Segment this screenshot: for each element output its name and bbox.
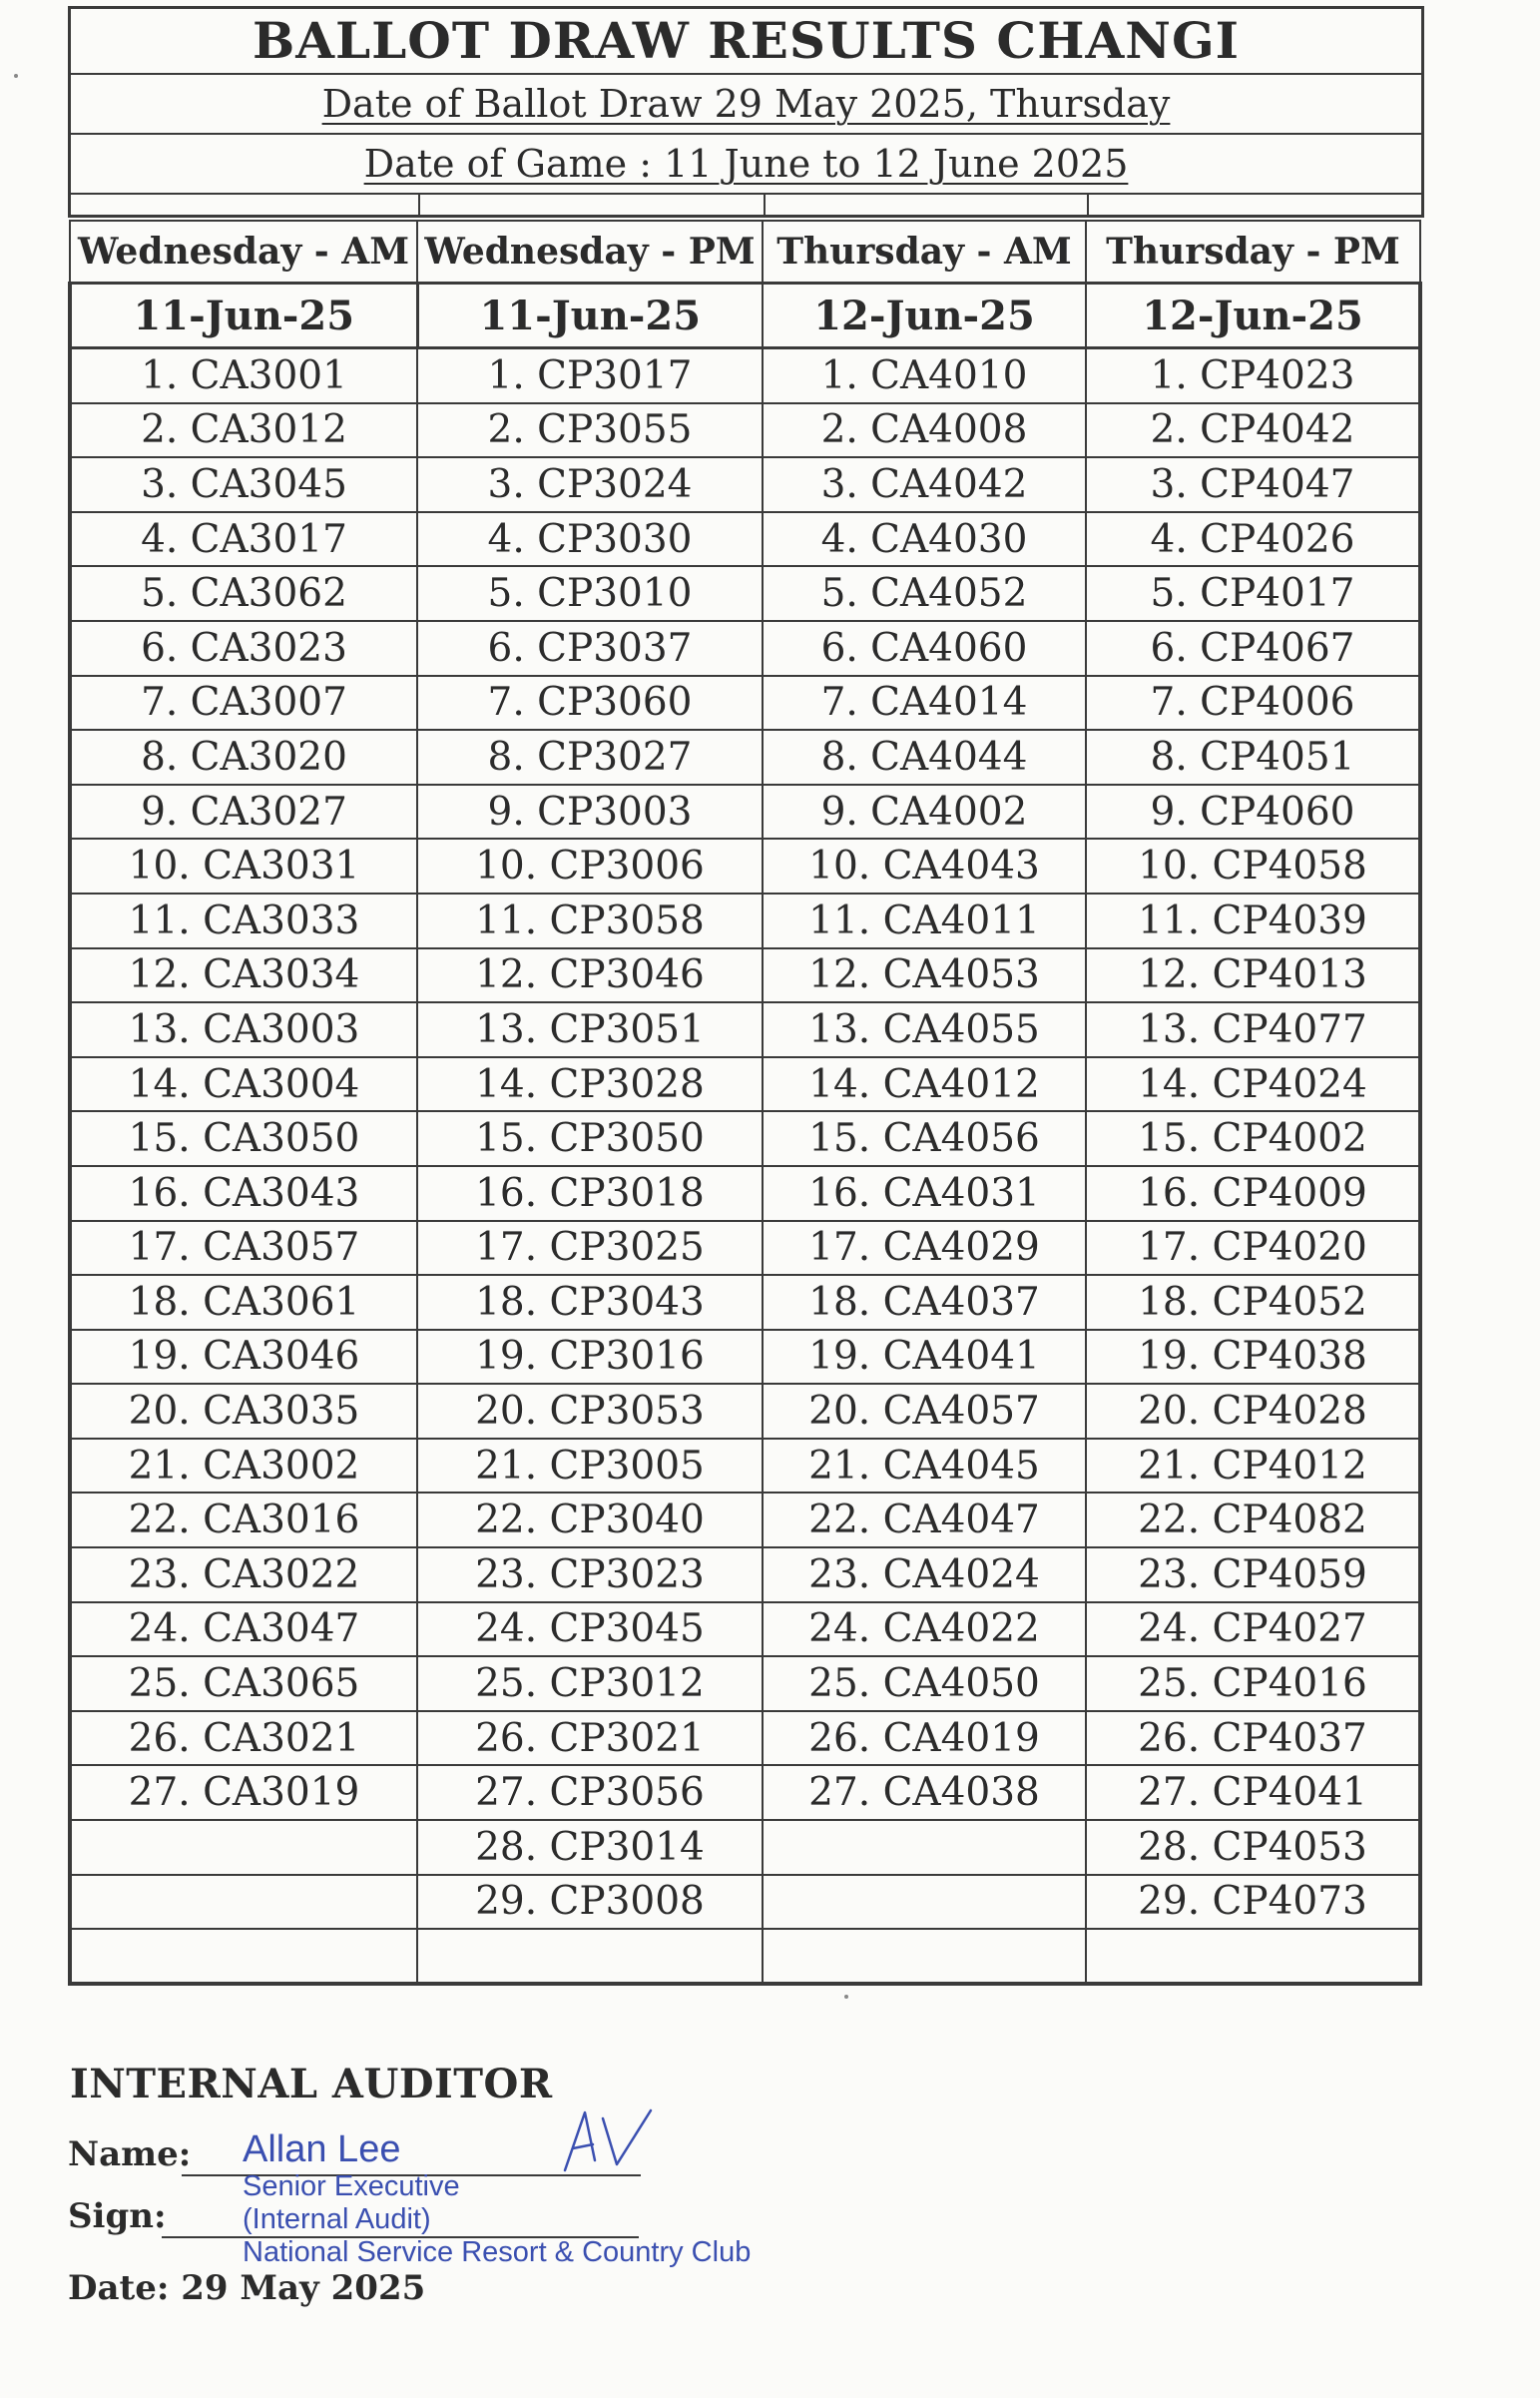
ballot-entry-cell: 5. CA4052	[763, 566, 1086, 621]
empty-cell	[763, 1929, 1086, 1984]
table-row	[70, 676, 1420, 731]
session-header: Thursday - PM	[1086, 221, 1420, 284]
empty-cell	[70, 1929, 417, 1984]
table-row	[70, 1439, 1420, 1494]
ballot-entry-cell: 22. CP4082	[1086, 1493, 1420, 1547]
ballot-entry-cell: 11. CA4011	[763, 894, 1086, 948]
ballot-entry-cell: 8. CA4044	[763, 730, 1086, 785]
table-row	[70, 1765, 1420, 1820]
ballot-entry-cell: 23. CP4059	[1086, 1547, 1420, 1602]
ballot-entry-cell: 14. CP3028	[417, 1057, 763, 1112]
table-row	[70, 1275, 1420, 1330]
ballot-entry-cell: 1. CP4023	[1086, 348, 1420, 403]
ballot-entry-cell: 12. CA4053	[763, 948, 1086, 1003]
ballot-entry-cell: 5. CP4017	[1086, 566, 1420, 621]
ballot-entry-cell: 16. CA4031	[763, 1166, 1086, 1221]
date-label: Date: 29 May 2025	[68, 2268, 426, 2308]
ballot-entry-cell: 4. CP3030	[417, 512, 763, 567]
ballot-entry-cell: 28. CP4053	[1086, 1820, 1420, 1875]
ballot-entry-cell: 22. CA4047	[763, 1493, 1086, 1547]
ballot-entry-cell: 24. CA4022	[763, 1602, 1086, 1657]
ballot-entry-cell: 4. CP4026	[1086, 512, 1420, 567]
ballot-entry-cell: 27. CA4038	[763, 1765, 1086, 1820]
ballot-entry-cell	[70, 1820, 417, 1875]
ballot-entry-cell: 15. CP3050	[417, 1111, 763, 1166]
ballot-entry-cell: 17. CP3025	[417, 1221, 763, 1276]
ballot-entry-cell: 13. CP4077	[1086, 1002, 1420, 1057]
ballot-entry-cell: 21. CA4045	[763, 1439, 1086, 1494]
date-header-row	[70, 284, 1420, 348]
ballot-entry-cell: 6. CA4060	[763, 621, 1086, 676]
ballot-entry-cell: 19. CP4038	[1086, 1330, 1420, 1385]
ballot-entry-cell: 3. CP3024	[417, 457, 763, 512]
ballot-entry-cell: 8. CA3020	[70, 730, 417, 785]
ballot-entry-cell: 24. CP4027	[1086, 1602, 1420, 1657]
ballot-entry-cell: 29. CP3008	[417, 1875, 763, 1930]
stamp-title: Senior Executive	[243, 2170, 460, 2202]
table-row-blank	[70, 1929, 1420, 1984]
ballot-entry-cell: 16. CA3043	[70, 1166, 417, 1221]
ballot-entry-cell: 18. CA3061	[70, 1275, 417, 1330]
page-title: BALLOT DRAW RESULTS CHANGI	[71, 9, 1421, 75]
ballot-entry-cell: 15. CP4002	[1086, 1111, 1420, 1166]
ballot-entry-cell: 15. CA3050	[70, 1111, 417, 1166]
ballot-entry-cell: 26. CP3021	[417, 1711, 763, 1766]
ballot-entry-cell: 5. CP3010	[417, 566, 763, 621]
table-row	[70, 1221, 1420, 1276]
game-date-text: Date of Game : 11 June to 12 June 2025	[363, 142, 1129, 186]
ballot-entry-cell	[763, 1875, 1086, 1930]
session-header: Wednesday - AM	[70, 221, 417, 284]
ballot-entry-cell: 10. CA3031	[70, 839, 417, 894]
ballot-entry-cell: 27. CA3019	[70, 1765, 417, 1820]
ballot-entry-cell: 16. CP4009	[1086, 1166, 1420, 1221]
ballot-entry-cell: 9. CP4060	[1086, 785, 1420, 840]
ballot-entry-cell: 29. CP4073	[1086, 1875, 1420, 1930]
column-tick	[418, 195, 420, 215]
stamp-organization: National Service Resort & Country Club	[243, 2236, 752, 2268]
ballot-entry-cell: 22. CA3016	[70, 1493, 417, 1547]
table-row	[70, 1820, 1420, 1875]
table-row	[70, 839, 1420, 894]
table-row	[70, 1330, 1420, 1385]
ballot-entry-cell: 19. CP3016	[417, 1330, 763, 1385]
ballot-entry-cell: 13. CA4055	[763, 1002, 1086, 1057]
ballot-entry-cell: 3. CA3045	[70, 457, 417, 512]
table-row	[70, 1656, 1420, 1711]
ballot-entry-cell: 5. CA3062	[70, 566, 417, 621]
ballot-entry-cell: 23. CA3022	[70, 1547, 417, 1602]
table-row	[70, 457, 1420, 512]
date-header: 12-Jun-25	[763, 284, 1086, 348]
ballot-entry-cell: 20. CA4057	[763, 1384, 1086, 1439]
table-row	[70, 566, 1420, 621]
ballot-entry-cell: 23. CA4024	[763, 1547, 1086, 1602]
ballot-entry-cell: 27. CP4041	[1086, 1765, 1420, 1820]
ballot-entry-cell: 13. CA3003	[70, 1002, 417, 1057]
column-tick	[764, 195, 766, 215]
table-row	[70, 730, 1420, 785]
table-row	[70, 1493, 1420, 1547]
table-row	[70, 785, 1420, 840]
ballot-entry-cell: 20. CP4028	[1086, 1384, 1420, 1439]
date-header: 12-Jun-25	[1086, 284, 1420, 348]
session-header: Thursday - AM	[763, 221, 1086, 284]
sign-label: Sign:	[68, 2196, 167, 2236]
date-header: 11-Jun-25	[70, 284, 417, 348]
ballot-entry-cell: 14. CA4012	[763, 1057, 1086, 1112]
empty-cell	[1086, 1929, 1420, 1984]
ballot-entry-cell: 1. CA3001	[70, 348, 417, 403]
ballot-entry-cell: 19. CA4041	[763, 1330, 1086, 1385]
ballot-entry-cell: 20. CA3035	[70, 1384, 417, 1439]
ballot-entry-cell: 3. CP4047	[1086, 457, 1420, 512]
ballot-entry-cell: 10. CP3006	[417, 839, 763, 894]
table-row	[70, 1057, 1420, 1112]
date-header: 11-Jun-25	[417, 284, 763, 348]
ballot-entry-cell: 11. CP3058	[417, 894, 763, 948]
auditor-stamp	[243, 2128, 751, 2269]
session-header-row	[70, 221, 1420, 284]
ballot-entry-cell: 2. CA3012	[70, 403, 417, 458]
ballot-entry-cell: 12. CP3046	[417, 948, 763, 1003]
table-row	[70, 1384, 1420, 1439]
table-row	[70, 1166, 1420, 1221]
scan-speck	[14, 74, 18, 78]
ballot-entry-cell: 18. CA4037	[763, 1275, 1086, 1330]
table-row	[70, 1002, 1420, 1057]
ballot-entry-cell: 11. CP4039	[1086, 894, 1420, 948]
scan-speck	[844, 1995, 848, 1999]
ballot-entry-cell: 26. CA4019	[763, 1711, 1086, 1766]
table-row	[70, 1111, 1420, 1166]
ballot-entry-cell: 8. CP3027	[417, 730, 763, 785]
ballot-entry-cell: 23. CP3023	[417, 1547, 763, 1602]
table-row	[70, 1711, 1420, 1766]
ballot-entry-cell: 8. CP4051	[1086, 730, 1420, 785]
table-row	[70, 348, 1420, 403]
ballot-entry-cell: 4. CA3017	[70, 512, 417, 567]
empty-cell	[417, 1929, 763, 1984]
ballot-entry-cell: 7. CA4014	[763, 676, 1086, 731]
table-row	[70, 1602, 1420, 1657]
ballot-entry-cell: 25. CA3065	[70, 1656, 417, 1711]
ballot-entry-cell: 24. CP3045	[417, 1602, 763, 1657]
ballot-entry-cell: 18. CP4052	[1086, 1275, 1420, 1330]
ballot-entry-cell	[763, 1820, 1086, 1875]
ballot-entry-cell: 7. CP4006	[1086, 676, 1420, 731]
draw-date-line	[71, 75, 1421, 135]
header-box	[68, 6, 1424, 218]
ballot-entry-cell: 17. CP4020	[1086, 1221, 1420, 1276]
ballot-entry-cell: 14. CP4024	[1086, 1057, 1420, 1112]
ballot-entry-cell: 2. CA4008	[763, 403, 1086, 458]
ballot-entry-cell: 26. CA3021	[70, 1711, 417, 1766]
ballot-entry-cell: 10. CA4043	[763, 839, 1086, 894]
table-row	[70, 621, 1420, 676]
ballot-entry-cell: 9. CA3027	[70, 785, 417, 840]
internal-auditor-heading: INTERNAL AUDITOR	[70, 2061, 553, 2107]
ballot-entry-cell: 21. CP4012	[1086, 1439, 1420, 1494]
ballot-entry-cell: 20. CP3053	[417, 1384, 763, 1439]
ballot-entry-cell: 18. CP3043	[417, 1275, 763, 1330]
ballot-entry-cell: 11. CA3033	[70, 894, 417, 948]
ballot-entry-cell: 24. CA3047	[70, 1602, 417, 1657]
ballot-entry-cell: 25. CP3012	[417, 1656, 763, 1711]
ballot-entry-cell: 27. CP3056	[417, 1765, 763, 1820]
ballot-entry-cell: 17. CA4029	[763, 1221, 1086, 1276]
ballot-entry-cell: 16. CP3018	[417, 1166, 763, 1221]
ballot-entry-cell: 14. CA3004	[70, 1057, 417, 1112]
ballot-entry-cell: 10. CP4058	[1086, 839, 1420, 894]
ballot-entry-cell: 4. CA4030	[763, 512, 1086, 567]
ballot-entry-cell: 21. CA3002	[70, 1439, 417, 1494]
ballot-entry-cell: 9. CA4002	[763, 785, 1086, 840]
table-row	[70, 894, 1420, 948]
ballot-entry-cell: 7. CP3060	[417, 676, 763, 731]
ballot-entry-cell: 19. CA3046	[70, 1330, 417, 1385]
table-row	[70, 512, 1420, 567]
ballot-entry-cell: 22. CP3040	[417, 1493, 763, 1547]
draw-date-text: Date of Ballot Draw 29 May 2025, Thursday	[321, 82, 1171, 126]
ballot-entry-cell: 25. CP4016	[1086, 1656, 1420, 1711]
ballot-entry-cell: 2. CP3055	[417, 403, 763, 458]
ballot-entry-cell: 6. CP4067	[1086, 621, 1420, 676]
session-header: Wednesday - PM	[417, 221, 763, 284]
ballot-entry-cell: 3. CA4042	[763, 457, 1086, 512]
ballot-entry-cell: 13. CP3051	[417, 1002, 763, 1057]
ballot-entry-cell: 1. CP3017	[417, 348, 763, 403]
stamp-department: (Internal Audit)	[243, 2203, 431, 2235]
ballot-entry-cell: 7. CA3007	[70, 676, 417, 731]
ballot-entry-cell: 6. CP3037	[417, 621, 763, 676]
ballot-entry-cell: 21. CP3005	[417, 1439, 763, 1494]
ballot-entry-cell: 2. CP4042	[1086, 403, 1420, 458]
ballot-entry-cell: 1. CA4010	[763, 348, 1086, 403]
ballot-entry-cell: 9. CP3003	[417, 785, 763, 840]
ballot-entry-cell: 25. CA4050	[763, 1656, 1086, 1711]
table-row	[70, 403, 1420, 458]
results-table-body	[70, 221, 1420, 1984]
signature-mark	[559, 2104, 659, 2178]
ballot-entry-cell: 26. CP4037	[1086, 1711, 1420, 1766]
results-table	[68, 220, 1422, 1986]
header-divider	[71, 195, 1421, 218]
ballot-entry-cell: 6. CA3023	[70, 621, 417, 676]
table-row	[70, 1547, 1420, 1602]
ballot-entry-cell	[70, 1875, 417, 1930]
table-row	[70, 948, 1420, 1003]
game-date-line	[71, 135, 1421, 195]
stamp-name: Allan Lee	[243, 2128, 401, 2170]
ballot-entry-cell: 12. CA3034	[70, 948, 417, 1003]
ballot-entry-cell: 28. CP3014	[417, 1820, 763, 1875]
name-label: Name:	[68, 2134, 192, 2174]
ballot-entry-cell: 12. CP4013	[1086, 948, 1420, 1003]
ballot-entry-cell: 15. CA4056	[763, 1111, 1086, 1166]
table-row	[70, 1875, 1420, 1930]
ballot-entry-cell: 17. CA3057	[70, 1221, 417, 1276]
column-tick	[1087, 195, 1089, 215]
